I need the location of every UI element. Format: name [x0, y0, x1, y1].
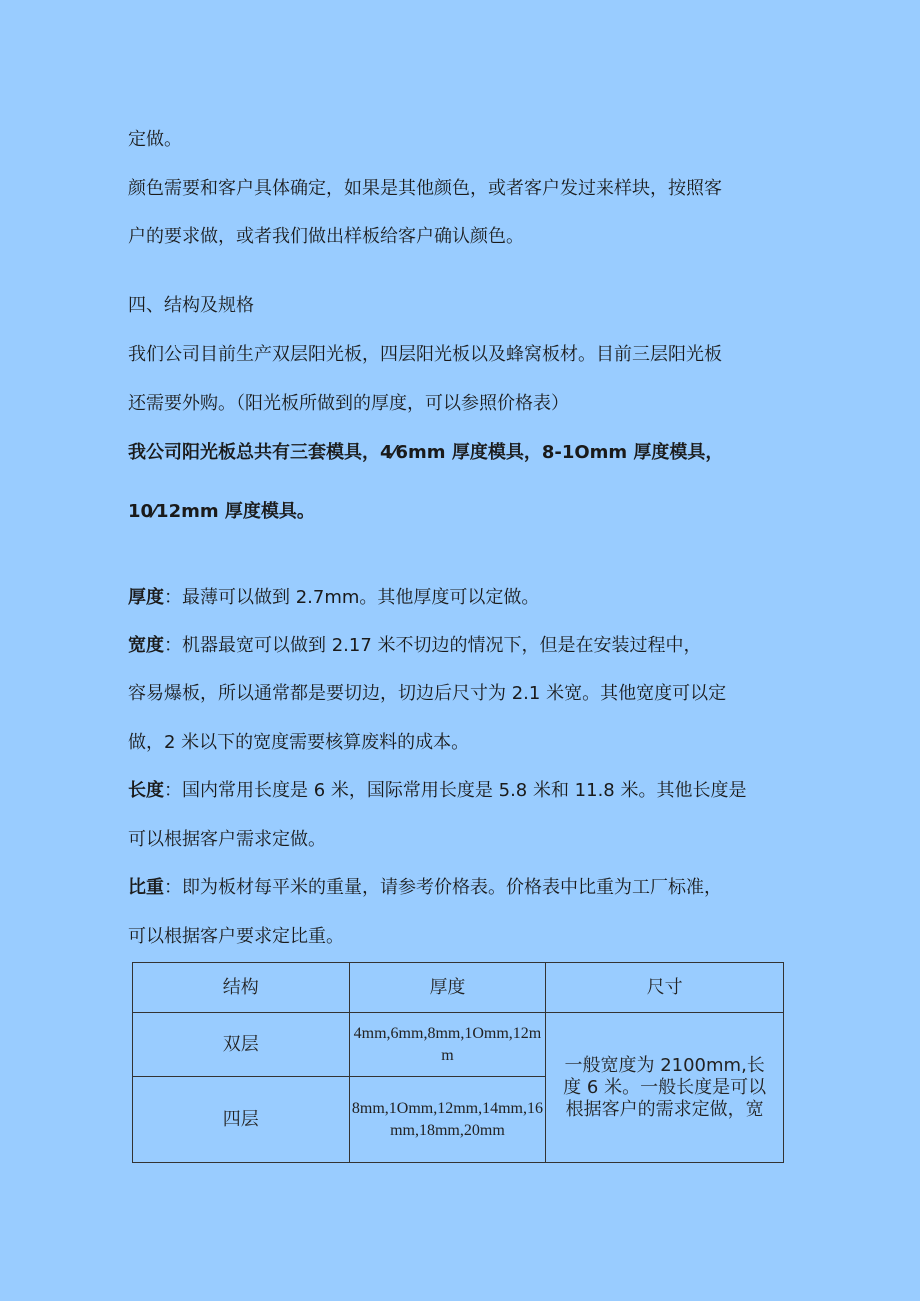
- table-row: [133, 1013, 784, 1077]
- paragraph-line: 我们公司目前生产双层阳光板，四层阳光板以及蜂窝板材。目前三层阳光板: [128, 344, 722, 365]
- paragraph-line: 还需要外购。（阳光板所做到的厚度，可以参照价格表）: [128, 393, 569, 414]
- thickness-text: ：最薄可以做到 2.7mm。其他厚度可以定做。: [164, 587, 540, 608]
- width-paragraph: [128, 634, 808, 658]
- paragraph-line: 我公司阳光板总共有三套模具，4⁄6mm 厚度模具，8-1Omm 厚度模具，: [128, 442, 724, 463]
- size-line: 度 6 米。一般长度是可以: [563, 1076, 767, 1098]
- width-label: 宽度: [128, 635, 164, 656]
- width-text: ：机器最宽可以做到 2.17 米不切边的情况下，但是在安装过程中，: [164, 635, 702, 656]
- section-heading: 四、结构及规格: [128, 295, 254, 316]
- paragraph-line: 10⁄12mm 厚度模具。: [128, 501, 315, 522]
- weight-paragraph: [128, 876, 808, 900]
- table-header-cell: 厚度: [349, 963, 546, 1013]
- weight-label: 比重: [128, 877, 164, 898]
- thickness-label: 厚度: [128, 587, 164, 608]
- size-line: 一般宽度为 2100mm,长: [564, 1054, 765, 1076]
- length-text: ：国内常用长度是 6 米，国际常用长度是 5.8 米和 11.8 米。其他长度是: [164, 780, 747, 801]
- length-label: 长度: [128, 780, 164, 801]
- table-cell-thickness: 4mm,6mm,8mm,1Omm,12mm: [349, 1013, 546, 1077]
- weight-text: ：即为板材每平米的重量，请参考价格表。价格表中比重为工厂标准，: [164, 877, 722, 898]
- paragraph-line: 定做。: [128, 129, 182, 150]
- paragraph-line: 户的要求做，或者我们做出样板给客户确认颜色。: [128, 226, 524, 247]
- paragraph-line: 容易爆板，所以通常都是要切边，切边后尺寸为 2.1 米宽。其他宽度可以定: [128, 683, 727, 704]
- table-header-cell: 尺寸: [546, 963, 784, 1013]
- table-cell-structure: 四层: [133, 1077, 350, 1163]
- table-cell-thickness: 8mm,1Omm,12mm,14mm,16mm,18mm,20mm: [349, 1077, 546, 1163]
- paragraph-line: 做，2 米以下的宽度需要核算废料的成本。: [128, 732, 470, 753]
- paragraph-line: 可以根据客户需求定做。: [128, 829, 326, 850]
- table-cell-size: [546, 1013, 784, 1163]
- table-header-row: [133, 963, 784, 1013]
- table-header-cell: 结构: [133, 963, 350, 1013]
- thickness-paragraph: [128, 586, 808, 610]
- paragraph-line: 颜色需要和客户具体确定，如果是其他颜色，或者客户发过来样块，按照客: [128, 178, 722, 199]
- table-cell-structure: 双层: [133, 1013, 350, 1077]
- paragraph-line: 可以根据客户要求定比重。: [128, 926, 344, 947]
- spec-table: [132, 962, 784, 1163]
- length-paragraph: [128, 779, 808, 803]
- size-line: 根据客户的需求定做，宽: [565, 1098, 764, 1120]
